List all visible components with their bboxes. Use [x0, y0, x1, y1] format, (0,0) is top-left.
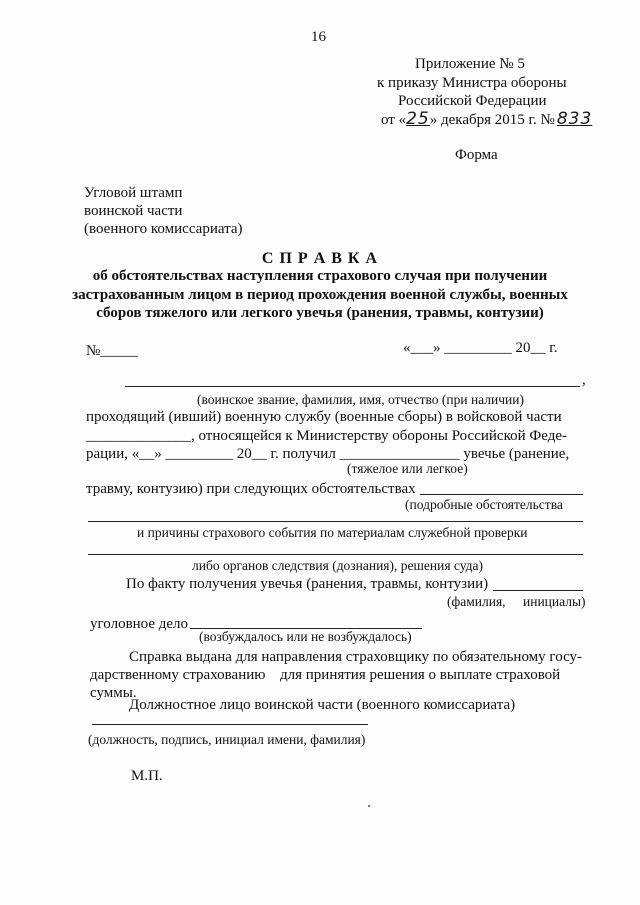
appendix-title: Приложение № 5 [415, 56, 525, 72]
surname-line [493, 590, 583, 591]
text-trauma-circumstances: травму, контузию) при следующих обстоятельствах [86, 481, 416, 497]
certificate-date-field: «___» _________ 20__ г. [403, 340, 558, 356]
hint-signature: (должность, подпись, инициал имени, фамилия) [88, 732, 366, 747]
paragraph-line-1: Справка выдана для направления страховщику по обязательному госу- [129, 649, 583, 665]
handwritten-order-number: 833 [556, 109, 593, 129]
hint-severity: (тяжелое или легкое) [347, 461, 468, 476]
rank-line-comma: , [582, 372, 586, 388]
stamp-place-label: М.П. [131, 768, 163, 784]
hint-criminal-case: (возбуждалось или не возбуждалось) [199, 629, 412, 644]
text-service: проходящий (ивший) военную службу (военные сборы) в войсковой части [86, 409, 562, 425]
appendix-order-reference: к приказу Министра обороны [377, 75, 567, 91]
text-criminal-case: уголовное дело [90, 616, 189, 632]
text-date-received: рации, «__» _________ 20__ г. получил ________________ увечье (ранение, [86, 446, 570, 462]
hint-surname: (фамилия, [447, 594, 506, 609]
rank-name-line [125, 386, 580, 387]
appendix-federation: Российской Федерации [398, 93, 547, 109]
page-number: 16 [311, 29, 326, 45]
stamp-line-1: Угловой штамп [84, 185, 183, 201]
stamp-line-2: воинской части [84, 203, 183, 219]
text-ministry: ______________, относящейся к Министерству обороны Российской Феде- [86, 428, 567, 444]
subtitle-line-2: застрахованным лицом в период прохождения военной службы, военных [72, 287, 568, 303]
scan-speck [368, 805, 370, 807]
subtitle-line-3: сборов тяжелого или легкого увечья (ранения, травмы, контузии) [96, 305, 544, 321]
text-injury-fact: По факту получения увечья (ранения, травмы, контузии) [126, 576, 489, 592]
signature-line [92, 724, 368, 725]
hint-reasons: и причины страхового события по материалам служебной проверки [137, 525, 528, 540]
paragraph-line-2a: дарственному страхованию [90, 667, 266, 683]
reasons-line [88, 521, 583, 522]
hint-rank-name: (воинское звание, фамилия, имя, отчество (при наличии) [197, 392, 524, 407]
appendix-date-middle: » декабря 2015 г. № [429, 112, 555, 128]
appendix-date-prefix: от « [381, 112, 407, 128]
form-label: Форма [455, 147, 498, 163]
paragraph-line-3: суммы. [90, 685, 137, 701]
hint-initials: инициалы) [523, 594, 586, 609]
official-title: Должностное лицо воинской части (военного комиссариата) [129, 697, 516, 713]
hint-circumstances: (подробные обстоятельства [405, 497, 563, 512]
hint-investigation: либо органов следствия (дознания), решения суда) [192, 558, 483, 573]
paragraph-line-2b: для принятия решения о выплате страховой [280, 667, 561, 683]
circumstances-line [420, 494, 583, 495]
document-title: С П Р А В К А [261, 250, 379, 267]
handwritten-day: 25 [406, 109, 430, 129]
investigation-line [88, 554, 583, 555]
stamp-line-3: (военного комиссариата) [84, 221, 243, 237]
appendix-date-line [381, 111, 592, 129]
certificate-number-field: №_____ [86, 343, 138, 359]
subtitle-line-1: об обстоятельствах наступления страхового случая при получении [92, 268, 548, 284]
